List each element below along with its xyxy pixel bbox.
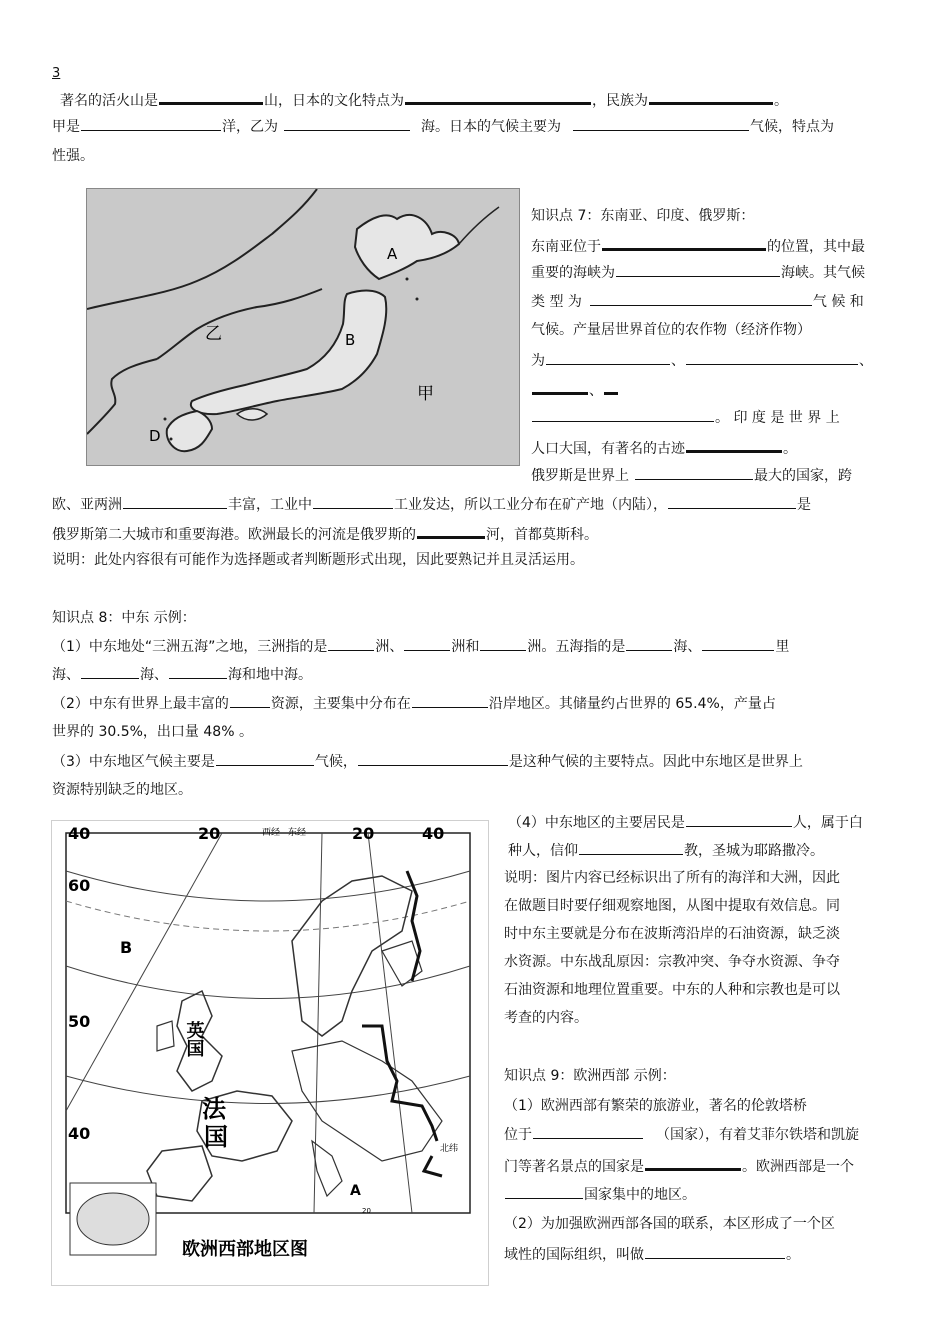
blank-climate[interactable] [573,116,749,131]
kp8-q3-line-a: （3）中东地区气候主要是 气候， 是这种气候的主要特点。因此中东地区是世界上 [52,751,803,772]
europe-map-svg [52,821,488,1285]
kp7-note: 说明：此处内容很有可能作为选择题或者判断题形式出现，因此要熟记并且灵活运用。 [52,552,584,568]
japan-line-3: 性强。 [52,148,94,164]
kp7-line-6: 、 [531,378,619,401]
blank-sea-3[interactable] [81,664,139,679]
kp9-q1-line-b: 位于 （国家），有着艾菲尔铁塔和凯旋 [504,1124,859,1145]
blank-russia-largest[interactable] [635,465,753,480]
blank-volcano[interactable] [159,88,263,105]
map-label-a-europe: A [350,1183,361,1199]
blank-residents[interactable] [686,812,792,827]
japan-line-1: 著名的活火山是 山，日本的文化特点为 ，民族为 。 [60,88,788,111]
kp8-q2-line-b: 世界的 30.5%，出口量 48% 。 [52,724,253,740]
kp7-line-5: 为 、 、 [531,350,873,371]
lon-label-20e: 20 [352,824,375,843]
blank-culture[interactable] [405,88,591,105]
kp7-line-9: 俄罗斯是世界上 最大的国家，跨 [531,465,852,486]
blank-eiffel-country[interactable] [645,1154,741,1171]
kp8-title: 知识点 8：中东 示例： [52,610,196,626]
map-label-b-europe: B [120,938,133,957]
japan-line-2: 甲是 洋，乙为 海。日本的气候主要为 气候，特点为 [52,116,834,137]
blank-sea-1[interactable] [626,636,672,651]
page-number: 3 [52,66,61,81]
kp9-q2-line-b: 域性的国际组织，叫做 。 [504,1244,800,1265]
uk-label: 英国 [183,1021,205,1057]
kp9-q1-line-a: （1）欧洲西部有繁荣的旅游业，著名的伦敦塔桥 [504,1098,807,1114]
kp9-q1-line-c: 门等著名景点的国家是 。欧洲西部是一个 [504,1154,854,1177]
east-lon-label: 东经 [288,828,307,838]
kp8-q4-line-b: 种人，信仰 教，圣城为耶路撒冷。 [508,840,824,861]
kp8-q4-line-a: （4）中东地区的主要居民是 人，属于白 [508,812,863,833]
japan-map-svg [87,189,519,465]
kp7-line-10: 欧、亚两洲 丰富，工业中 工业发达，所以工业分布在矿产地（内陆）， 是 [52,494,811,515]
lat-label-40: 40 [68,1124,91,1143]
blank-crop-4[interactable] [604,378,618,395]
blank-industry[interactable] [313,494,393,509]
kp8-note-5: 石油资源和地理位置重要。中东的人种和宗教也是可以 [504,982,840,998]
blank-crop-3[interactable] [532,378,588,395]
blank-yi-sea[interactable] [284,116,410,131]
blank-climate-type[interactable] [590,291,812,306]
japan-map [86,188,520,466]
lat-label-50: 50 [68,1012,91,1031]
kp8-note-4: 水资源。中东战乱原因：宗教冲突、争夺水资源、争夺 [504,954,840,970]
map-label-a: A [387,245,398,263]
europe-map-title: 欧洲西部地区图 [182,1239,308,1260]
blank-river[interactable] [417,522,485,539]
kp8-note-6: 考查的内容。 [504,1010,588,1026]
blank-country-type[interactable] [505,1184,583,1199]
blank-continent-2[interactable] [404,636,450,651]
france-label-1: 法 [202,1095,226,1123]
blank-strait[interactable] [616,262,780,277]
blank-crop-5[interactable] [532,407,714,422]
lat-label-60: 60 [68,876,91,895]
kp7-line-1: 东南亚位于 的位置，其中最 [531,234,865,257]
blank-sea-4[interactable] [169,664,227,679]
blank-me-climate[interactable] [216,751,314,766]
blank-continent-3[interactable] [480,636,526,651]
kp8-q1-line-b: 海、 海、 海和地中海。 [52,664,312,685]
kp9-title: 知识点 9：欧洲西部 示例： [504,1068,676,1084]
lon-label-40w: 40 [68,824,91,843]
kp7-line-11: 俄罗斯第二大城市和重要海港。欧洲最长的河流是俄罗斯的 河，首都莫斯科。 [52,522,598,545]
kp8-q1-line-a: （1）中东地处“三洲五海”之地，三洲指的是 洲、 洲和 洲。五海指的是 海、 里 [52,636,789,657]
kp8-q2-line-a: （2）中东有世界上最丰富的 资源，主要集中分布在 沿岸地区。其储量约占世界的 65.4%，产量占 [52,693,776,714]
map-label-yi: 乙 [205,324,222,344]
kp7-line-2: 重要的海峡为 海峡。其气候 [531,262,865,283]
blank-crop-1[interactable] [546,350,670,365]
blank-crop-2[interactable] [686,350,858,365]
blank-ethnicity[interactable] [649,88,773,105]
blank-sea-2[interactable] [702,636,774,651]
west-lon-label: 西经 [262,828,281,838]
tropic-label: 北纬 [440,1144,459,1154]
kp7-line-4: 气候。产量居世界首位的农作物（经济作物） [531,322,811,338]
kp8-note-3: 时中东主要就是分布在波斯湾沿岸的石油资源，缺乏淡 [504,926,840,942]
blank-continent-1[interactable] [328,636,374,651]
blank-second-city[interactable] [668,494,796,509]
france-label-2: 国 [204,1123,228,1151]
kp8-note-1: 说明：图片内容已经标识出了所有的海洋和大洲，因此 [504,870,840,886]
kp7-line-8: 人口大国，有著名的古迹 。 [531,436,797,459]
europe-map [51,820,489,1286]
lon-label-40e: 40 [422,824,445,843]
blank-sea-position[interactable] [602,234,766,251]
map-label-d: D [149,427,161,445]
blank-gulf[interactable] [412,693,488,708]
kp7-line-3: 类 型 为 气 候 和 [531,291,864,312]
blank-organization[interactable] [645,1244,785,1259]
blank-resource[interactable] [123,494,227,509]
lon-label-20w: 20 [198,824,221,843]
blank-religion[interactable] [579,840,683,855]
kp7-line-7: 。 印 度 是 世 界 上 [531,407,840,428]
blank-jia-ocean[interactable] [81,116,221,131]
map-label-b: B [345,331,356,349]
kp7-title: 知识点 7：东南亚、印度、俄罗斯： [531,208,755,224]
kp9-q1-line-d: 国家集中的地区。 [504,1184,696,1205]
kp8-q3-line-b: 资源特别缺乏的地区。 [52,782,192,798]
map-label-jia: 甲 [417,384,434,404]
blank-tower-bridge-country[interactable] [533,1124,643,1139]
blank-resource-oil[interactable] [230,693,270,708]
kp8-note-2: 在做题目时要仔细观察地图，从图中提取有效信息。同 [504,898,840,914]
blank-ancient-site[interactable] [686,436,782,453]
blank-climate-feature[interactable] [358,751,508,766]
map-bottom-tick: 20 [362,1207,371,1215]
kp9-q2-line-a: （2）为加强欧洲西部各国的联系，本区形成了一个区 [504,1216,835,1232]
